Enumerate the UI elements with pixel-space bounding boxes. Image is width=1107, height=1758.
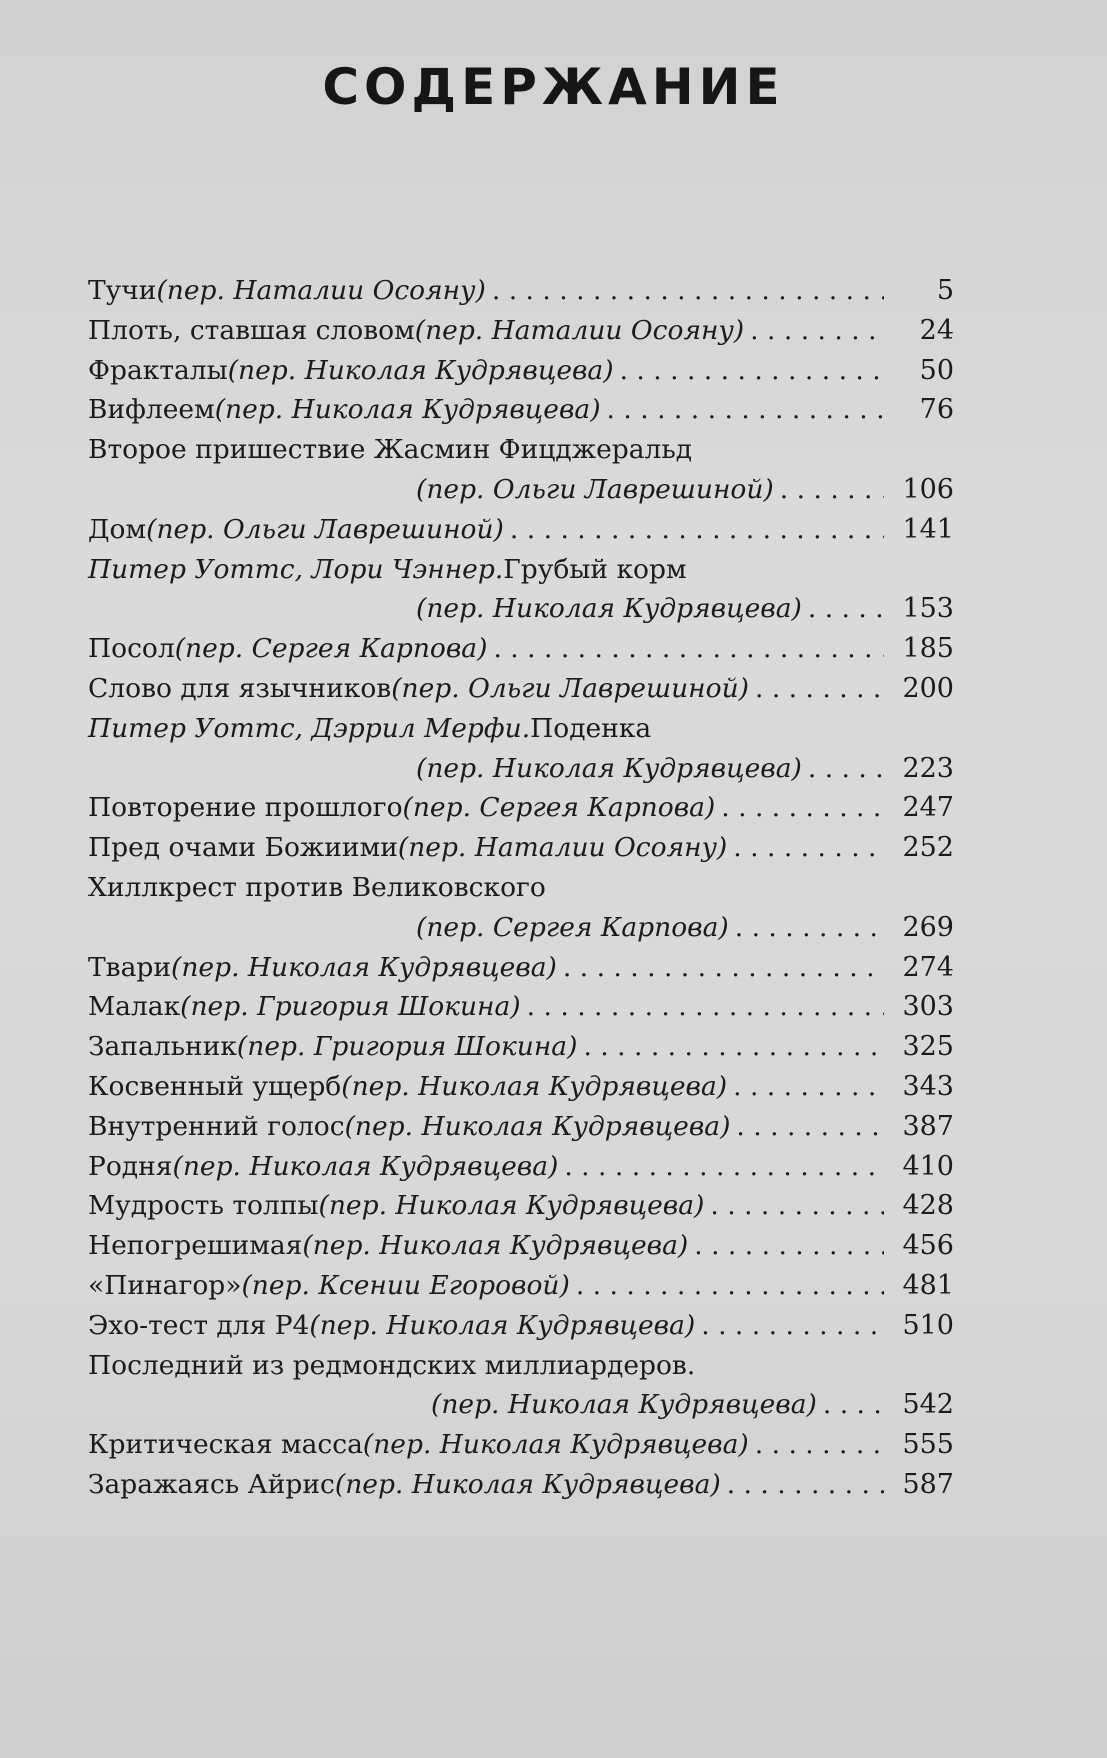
toc-entry-page: 252 (902, 832, 954, 864)
toc-entry-title: Плоть, ставшая словом (88, 314, 415, 346)
toc-entry-title: Твари (88, 951, 172, 983)
table-of-contents (88, 271, 954, 1505)
toc-entry-title: Дом (88, 513, 147, 545)
toc-leader-dots (808, 589, 884, 629)
toc-entry (88, 351, 954, 391)
toc-entry-translator: (пер. Николая Кудрявцева) (172, 1150, 559, 1182)
toc-entry-translator: (пер. Николая Кудрявцева) (227, 354, 614, 386)
toc-leader-dots (493, 629, 884, 669)
toc-entry-translator: (пер. Ксении Егоровой) (241, 1269, 570, 1301)
toc-entry-title: Тучи (88, 275, 157, 306)
toc-entry-translator: (пер. Сергея Карпова) (402, 792, 716, 824)
toc-entry (88, 828, 954, 868)
toc-entry (88, 948, 954, 988)
toc-leader-dots (583, 1027, 884, 1067)
toc-entry-title: Слово для язычников (88, 672, 392, 704)
toc-entry-title: Родня (88, 1150, 173, 1182)
toc-entry (88, 271, 954, 311)
page-title: СОДЕРЖАНИЕ (322, 58, 785, 116)
toc-entry-title: Косвенный ущерб (88, 1070, 342, 1102)
toc-entry-page: 106 (902, 473, 954, 505)
toc-entry-page: 303 (902, 991, 954, 1023)
toc-entry-title: Грубый корм (503, 553, 687, 585)
toc-entry (88, 669, 954, 709)
toc-leader-dots (755, 1425, 884, 1465)
toc-leader-dots (710, 1186, 884, 1226)
toc-entry-title-line (88, 1346, 954, 1386)
toc-entry (88, 1425, 954, 1465)
toc-leader-dots (701, 1306, 884, 1346)
toc-entry-translator: (пер. Наталии Осояну) (156, 275, 486, 306)
toc-entry-title: Пред очами Божиими (88, 832, 398, 864)
toc-entry-title-line (88, 709, 954, 749)
toc-entry-translator: (пер. Николая Кудрявцева) (431, 1389, 817, 1421)
toc-entry-page: 428 (902, 1190, 954, 1222)
toc-entry-page: 325 (902, 1031, 954, 1063)
toc-entry-translator: (пер. Ольги Лаврешиной) (416, 473, 774, 505)
toc-leader-dots (823, 1385, 884, 1425)
toc-entry-title: Внутренний голос (88, 1110, 345, 1142)
toc-entry-page: 542 (902, 1389, 954, 1421)
toc-leader-dots (735, 908, 884, 948)
toc-entry-title: Второе пришествие Жасмин Фицджеральд (88, 434, 693, 466)
toc-entry-title: Мудрость толпы (88, 1190, 319, 1222)
toc-entry-title: Посол (88, 633, 175, 665)
toc-entry-title: Эхо-тест для Р4 (88, 1309, 310, 1341)
toc-entry-title: Вифлеем (88, 394, 215, 426)
toc-leader-dots (780, 470, 884, 510)
toc-entry-translator: (пер. Николая Кудрявцева) (341, 1070, 728, 1102)
toc-entry-continuation (88, 470, 954, 510)
toc-entry (88, 1067, 954, 1107)
toc-leader-dots (727, 1465, 884, 1505)
toc-entry-continuation (88, 908, 954, 948)
toc-entry-page: 456 (902, 1230, 954, 1262)
toc-entry-translator: (пер. Григория Шокина) (236, 1031, 578, 1063)
toc-entry-page: 510 (902, 1309, 954, 1341)
toc-leader-dots (510, 510, 884, 550)
toc-entry-page: 269 (902, 911, 954, 943)
toc-entry-translator: (пер. Николая Кудрявцева) (318, 1190, 705, 1222)
toc-entry-page: 141 (902, 513, 954, 545)
toc-leader-dots (607, 390, 884, 430)
toc-entry-translator: (пер. Наталии Осояну) (414, 314, 745, 346)
toc-entry-translator: (пер. Ольги Лаврешиной) (391, 672, 749, 704)
toc-entry-title: Критическая масса (88, 1429, 363, 1461)
toc-entry-title: Заражаясь Айрис (88, 1468, 335, 1500)
toc-entry-page: 50 (919, 354, 954, 386)
toc-entry-page: 5 (936, 275, 954, 306)
toc-entry-translator: (пер. Николая Кудрявцева) (344, 1110, 731, 1142)
toc-entry-translator: (пер. Сергея Карпова) (174, 633, 488, 665)
toc-entry-page: 153 (902, 593, 954, 625)
toc-entry (88, 1226, 954, 1266)
toc-entry-translator: (пер. Николая Кудрявцева) (171, 951, 557, 983)
toc-leader-dots (564, 1147, 884, 1187)
toc-leader-dots (620, 351, 884, 391)
toc-leader-dots (733, 1067, 884, 1107)
toc-entry-page: 555 (902, 1429, 954, 1461)
toc-entry-page: 343 (902, 1070, 954, 1102)
toc-entry-title: Поденка (530, 712, 652, 744)
toc-entry-translator: (пер. Николая Кудрявцева) (214, 394, 601, 426)
toc-entry-translator: (пер. Николая Кудрявцева) (416, 752, 802, 784)
toc-leader-dots (736, 1107, 884, 1147)
toc-entry-page: 24 (919, 314, 954, 346)
toc-entry (88, 788, 954, 828)
toc-leader-dots (733, 828, 884, 868)
toc-entry-page: 274 (902, 951, 954, 983)
toc-entry-title: «Пинагор» (88, 1269, 242, 1301)
toc-entry (88, 1186, 954, 1226)
toc-leader-dots (527, 987, 884, 1027)
toc-entry-page: 387 (902, 1110, 954, 1142)
toc-entry-title: Последний из редмондских миллиардеров. (88, 1349, 696, 1381)
toc-leader-dots (808, 749, 884, 789)
toc-entry (88, 1027, 954, 1067)
toc-entry-page: 587 (902, 1468, 954, 1500)
toc-entry-translator: (пер. Николая Кудрявцева) (416, 593, 802, 625)
toc-entry-title: Малак (88, 991, 181, 1023)
toc-leader-dots (755, 669, 884, 709)
toc-entry-title-line (88, 550, 954, 590)
toc-entry (88, 510, 954, 550)
toc-entry-page: 481 (902, 1269, 954, 1301)
toc-entry-title: Фракталы (88, 354, 228, 386)
toc-entry-title: Непогрешимая (88, 1230, 303, 1262)
toc-entry (88, 629, 954, 669)
toc-entry (88, 987, 954, 1027)
toc-entry (88, 1306, 954, 1346)
toc-entry (88, 390, 954, 430)
toc-entry-page: 76 (919, 394, 954, 426)
toc-entry-title: Повторение прошлого (88, 792, 403, 824)
toc-entry-title: Хиллкрест против Великовского (88, 871, 546, 903)
toc-entry-translator: (пер. Наталии Осояну) (397, 832, 728, 864)
toc-entry-translator: (пер. Николая Кудрявцева) (302, 1230, 689, 1262)
toc-entry-authors: Питер Уоттс, Дэррил Мерфи. (88, 712, 531, 744)
toc-leader-dots (563, 948, 884, 988)
toc-entry (88, 1107, 954, 1147)
toc-entry-title-line (88, 868, 954, 908)
toc-entry-translator: (пер. Григория Шокина) (180, 991, 521, 1023)
toc-entry-continuation (88, 589, 954, 629)
toc-leader-dots (721, 788, 884, 828)
toc-entry (88, 1266, 954, 1306)
toc-leader-dots (492, 271, 884, 311)
toc-entry (88, 1147, 954, 1187)
toc-leader-dots (694, 1226, 884, 1266)
toc-entry-authors: Питер Уоттс, Лори Чэннер. (88, 553, 504, 585)
toc-leader-dots (750, 311, 884, 351)
toc-entry-translator: (пер. Ольги Лаврешиной) (146, 513, 504, 545)
toc-entry (88, 311, 954, 351)
toc-entry (88, 1465, 954, 1505)
toc-entry-title-line (88, 430, 954, 470)
toc-entry-translator: (пер. Сергея Карпова) (416, 911, 729, 943)
toc-entry-translator: (пер. Николая Кудрявцева) (334, 1468, 721, 1500)
toc-entry-continuation (88, 749, 954, 789)
toc-leader-dots (576, 1266, 884, 1306)
toc-entry-translator: (пер. Николая Кудрявцева) (362, 1429, 749, 1461)
toc-entry-page: 247 (902, 792, 954, 824)
toc-entry-page: 223 (902, 752, 954, 784)
toc-entry-translator: (пер. Николая Кудрявцева) (309, 1309, 696, 1341)
toc-entry-continuation (88, 1385, 954, 1425)
toc-entry-page: 410 (902, 1150, 954, 1182)
toc-entry-page: 185 (902, 633, 954, 665)
toc-entry-title: Запальник (88, 1031, 237, 1063)
toc-entry-page: 200 (902, 672, 954, 704)
